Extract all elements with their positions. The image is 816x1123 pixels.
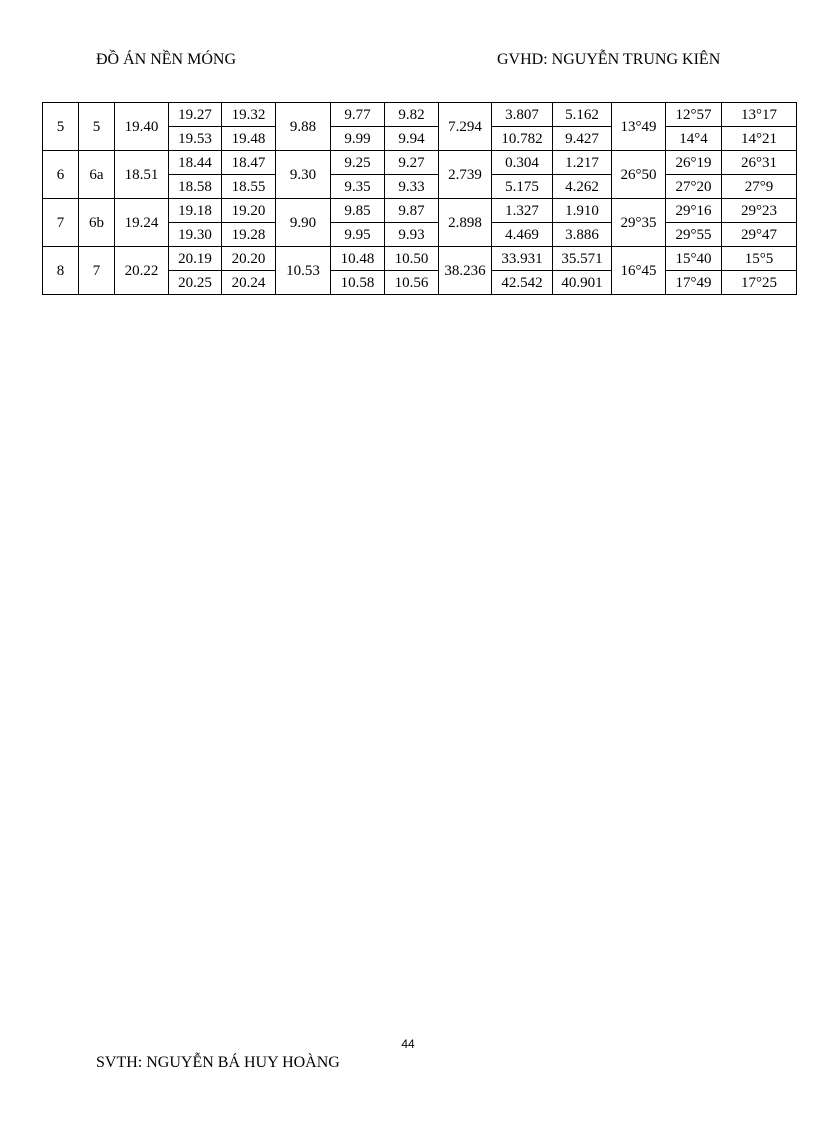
table-cell: 9.33 <box>385 175 439 199</box>
table-cell: 19.18 <box>169 199 222 223</box>
table-cell: 10.48 <box>331 247 385 271</box>
table-cell: 19.20 <box>222 199 276 223</box>
table-cell: 18.47 <box>222 151 276 175</box>
table-cell: 13°49 <box>612 103 666 151</box>
table-cell: 3.886 <box>553 223 612 247</box>
header-left-title: ĐỒ ÁN NỀN MÓNG <box>96 51 236 68</box>
table-cell: 9.35 <box>331 175 385 199</box>
table-cell: 10.50 <box>385 247 439 271</box>
table-cell: 42.542 <box>492 271 553 295</box>
table-cell: 9.27 <box>385 151 439 175</box>
table-cell: 1.217 <box>553 151 612 175</box>
table-cell: 4.262 <box>553 175 612 199</box>
page-number: 44 <box>401 1037 415 1051</box>
table-cell: 20.25 <box>169 271 222 295</box>
table-cell: 7.294 <box>439 103 492 151</box>
table-cell: 5 <box>79 103 115 151</box>
table-cell: 0.304 <box>492 151 553 175</box>
table-cell: 2.898 <box>439 199 492 247</box>
table-cell: 33.931 <box>492 247 553 271</box>
table-cell: 9.93 <box>385 223 439 247</box>
table-cell: 26°19 <box>666 151 722 175</box>
footer-student-name: SVTH: NGUYỄN BÁ HUY HOÀNG <box>96 1054 340 1071</box>
table-cell: 27°9 <box>722 175 797 199</box>
table-cell: 9.82 <box>385 103 439 127</box>
table-cell: 3.807 <box>492 103 553 127</box>
table-cell: 29°47 <box>722 223 797 247</box>
header-right-supervisor: GVHD: NGUYỄN TRUNG KIÊN <box>497 51 721 68</box>
table-cell: 18.58 <box>169 175 222 199</box>
data-table <box>42 102 797 295</box>
table-cell: 18.51 <box>115 151 169 199</box>
table-cell: 6a <box>79 151 115 199</box>
table-cell: 7 <box>43 199 79 247</box>
table-cell: 29°16 <box>666 199 722 223</box>
table-cell: 26°31 <box>722 151 797 175</box>
table-cell: 18.44 <box>169 151 222 175</box>
table-cell: 9.85 <box>331 199 385 223</box>
table-cell: 9.427 <box>553 127 612 151</box>
table-cell: 2.739 <box>439 151 492 199</box>
table-cell: 10.56 <box>385 271 439 295</box>
table-cell: 9.77 <box>331 103 385 127</box>
table-row <box>43 247 797 271</box>
table-row <box>43 151 797 175</box>
table-cell: 14°4 <box>666 127 722 151</box>
table-cell: 29°55 <box>666 223 722 247</box>
table-cell: 29°23 <box>722 199 797 223</box>
table-cell: 16°45 <box>612 247 666 295</box>
table-cell: 13°17 <box>722 103 797 127</box>
table-cell: 9.90 <box>276 199 331 247</box>
table-cell: 9.94 <box>385 127 439 151</box>
table-cell: 6 <box>43 151 79 199</box>
table-cell: 38.236 <box>439 247 492 295</box>
table-cell: 9.87 <box>385 199 439 223</box>
table-cell: 9.25 <box>331 151 385 175</box>
table-cell: 7 <box>79 247 115 295</box>
table-cell: 9.99 <box>331 127 385 151</box>
table-cell: 20.24 <box>222 271 276 295</box>
table-cell: 17°25 <box>722 271 797 295</box>
table-cell: 18.55 <box>222 175 276 199</box>
table-cell: 4.469 <box>492 223 553 247</box>
table-cell: 19.53 <box>169 127 222 151</box>
table-cell: 40.901 <box>553 271 612 295</box>
table-cell: 9.95 <box>331 223 385 247</box>
table-cell: 9.30 <box>276 151 331 199</box>
table-cell: 29°35 <box>612 199 666 247</box>
table-cell: 20.19 <box>169 247 222 271</box>
table-cell: 1.327 <box>492 199 553 223</box>
table-cell: 20.20 <box>222 247 276 271</box>
table-cell: 12°57 <box>666 103 722 127</box>
table-cell: 15°40 <box>666 247 722 271</box>
table-cell: 6b <box>79 199 115 247</box>
table-cell: 5.162 <box>553 103 612 127</box>
table-cell: 17°49 <box>666 271 722 295</box>
table-cell: 15°5 <box>722 247 797 271</box>
table-cell: 19.32 <box>222 103 276 127</box>
table-cell: 10.53 <box>276 247 331 295</box>
table-cell: 19.40 <box>115 103 169 151</box>
table-cell: 10.58 <box>331 271 385 295</box>
table-cell: 5 <box>43 103 79 151</box>
table-cell: 35.571 <box>553 247 612 271</box>
table-cell: 1.910 <box>553 199 612 223</box>
table-row <box>43 199 797 223</box>
table-row <box>43 103 797 127</box>
table-cell: 9.88 <box>276 103 331 151</box>
table-cell: 26°50 <box>612 151 666 199</box>
table-cell: 19.28 <box>222 223 276 247</box>
table-cell: 14°21 <box>722 127 797 151</box>
table-cell: 19.24 <box>115 199 169 247</box>
table-cell: 10.782 <box>492 127 553 151</box>
table-cell: 19.30 <box>169 223 222 247</box>
table-cell: 20.22 <box>115 247 169 295</box>
table-cell: 19.27 <box>169 103 222 127</box>
table-cell: 8 <box>43 247 79 295</box>
table-cell: 5.175 <box>492 175 553 199</box>
table-cell: 19.48 <box>222 127 276 151</box>
table-cell: 27°20 <box>666 175 722 199</box>
